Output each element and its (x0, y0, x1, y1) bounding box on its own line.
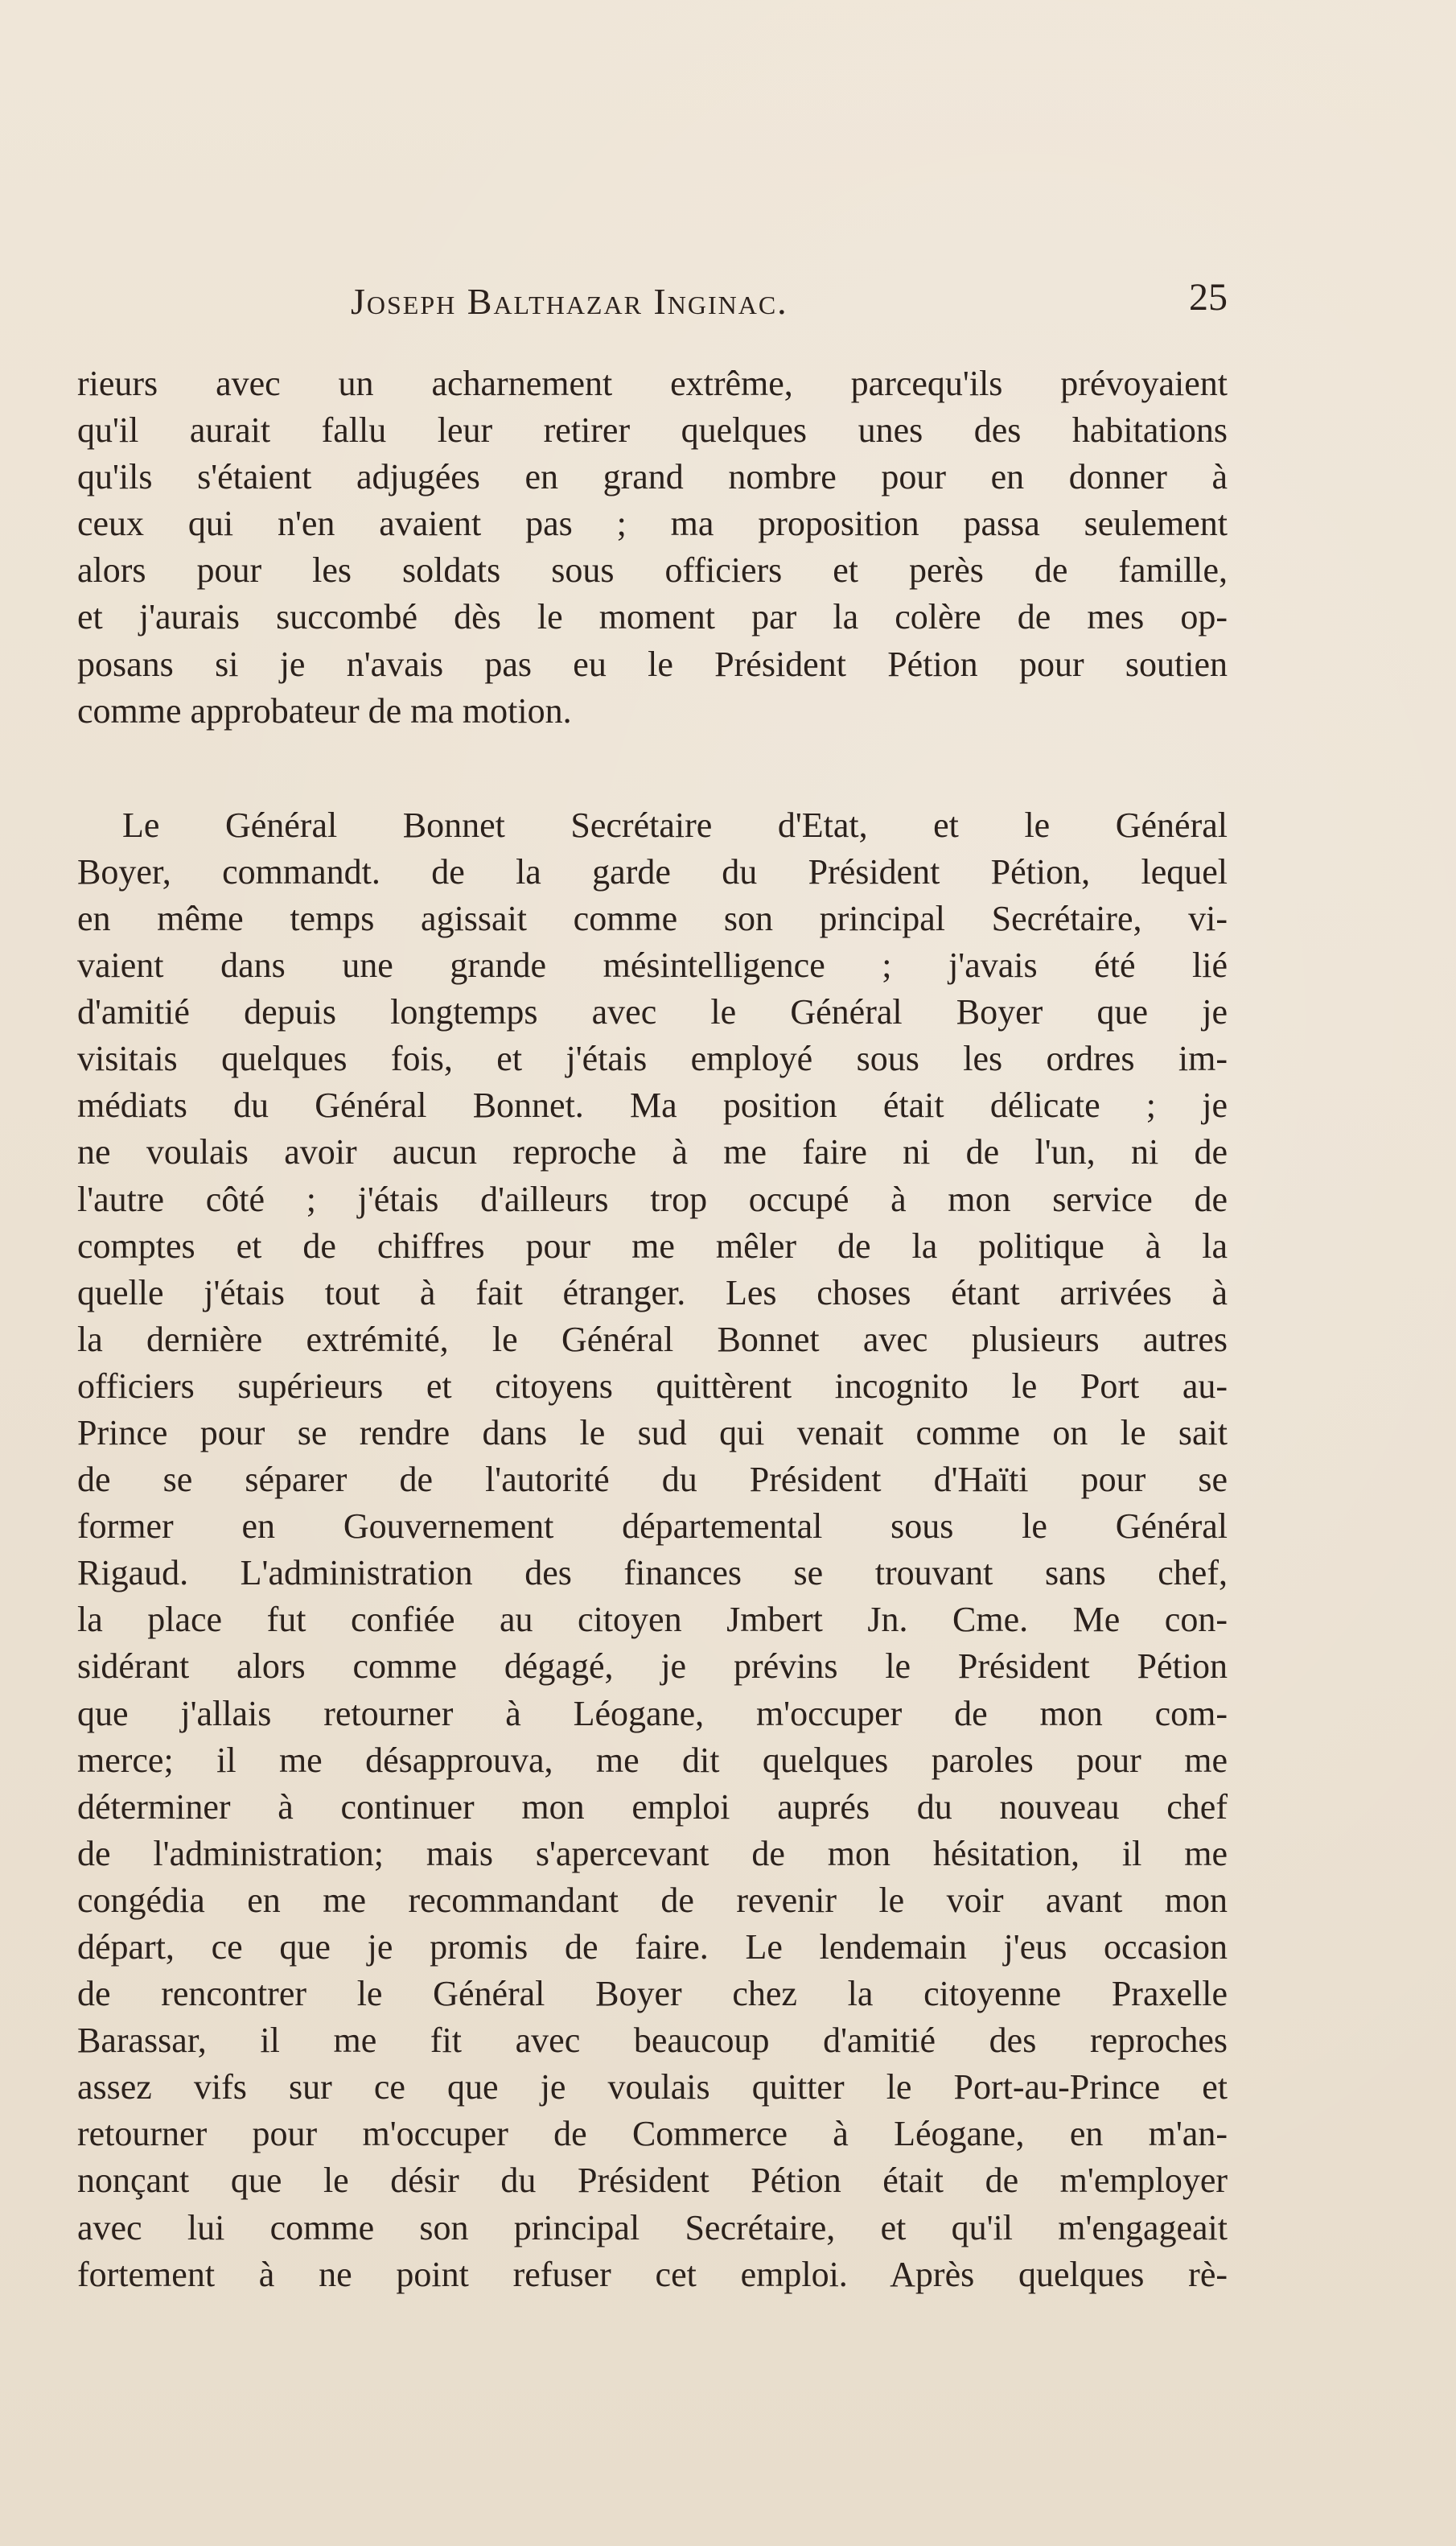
body-text (77, 360, 1228, 2298)
text-line: sidérant alors comme dégagé, je prévins le Président Pétion (77, 1646, 1228, 1687)
text-line: en même temps agissait comme son principal Secrétaire, vi- (77, 898, 1228, 938)
text-line: nonçant que le désir du Président Pétion était de m'employer (77, 2161, 1228, 2201)
text-line: ne voulais avoir aucun reproche à me faire ni de l'un, ni de (77, 1132, 1228, 1172)
text-line: que j'allais retourner à Léogane, m'occuper de mon com- (77, 1693, 1228, 1733)
text-line: départ, ce que je promis de faire. Le lendemain j'eus occasion (77, 1927, 1228, 1967)
text-line: visitais quelques fois, et j'étais employé sous les ordres im- (77, 1039, 1228, 1079)
text-line: la place fut confiée au citoyen Jmbert Jn. Cme. Me con- (77, 1600, 1228, 1640)
text-line: Boyer, commandt. de la garde du Président Pétion, lequel (77, 851, 1228, 892)
paragraph (77, 802, 1228, 2298)
text-line: rieurs avec un acharnement extrême, parcequ'ils prévoyaient (77, 364, 1228, 403)
text-line: retourner pour m'occuper de Commerce à Léogane, en m'an- (77, 2114, 1228, 2154)
text-line: d'amitié depuis longtemps avec le Général Boyer que je (77, 992, 1228, 1032)
text-line: posans si je n'avais pas eu le Président Pétion pour soutien (77, 644, 1228, 684)
text-line: et j'aurais succombé dès le moment par la colère de mes op- (77, 597, 1228, 637)
text-line: l'autre côté ; j'étais d'ailleurs trop occupé à mon service de (77, 1179, 1228, 1219)
text-line: la dernière extrémité, le Général Bonnet avec plusieurs autres (77, 1319, 1228, 1359)
text-line: Le Général Bonnet Secrétaire d'Etat, et le Général (122, 805, 1228, 845)
text-line: avec lui comme son principal Secrétaire, et qu'il m'engageait (77, 2207, 1228, 2247)
text-line: qu'ils s'étaient adjugées en grand nombre pour en donner à (77, 457, 1228, 497)
text-line: ceux qui n'en avaient pas ; ma proposition passa seulement (77, 504, 1228, 544)
text-line: former en Gouvernement départemental sous le Général (77, 1506, 1228, 1547)
text-line: assez vifs sur ce que je voulais quitter le Port-au-Prince et (77, 2067, 1228, 2107)
running-header (77, 266, 1228, 338)
text-line: comptes et de chiffres pour me mêler de la politique à la (77, 1226, 1228, 1266)
text-line: merce; il me désapprouva, me dit quelques paroles pour me (77, 1740, 1228, 1780)
paragraph-gap (77, 735, 1228, 802)
text-line: de l'administration; mais s'apercevant de mon hésitation, il me (77, 1833, 1228, 1873)
text-line: alors pour les soldats sous officiers et perès de famille, (77, 550, 1228, 591)
text-line: médiats du Général Bonnet. Ma position était délicate ; je (77, 1086, 1228, 1126)
text-line: fortement à ne point refuser cet emploi. Après quelques rè- (77, 2254, 1228, 2294)
text-line: comme approbateur de ma motion. (77, 690, 572, 731)
text-line: congédia en me recommandant de revenir le voir avant mon (77, 1880, 1228, 1920)
text-line: officiers supérieurs et citoyens quittèrent incognito le Port au- (77, 1366, 1228, 1406)
text-line: de se séparer de l'autorité du Président d'Haïti pour se (77, 1460, 1228, 1500)
text-line: Barassar, il me fit avec beaucoup d'amitié des reproches (77, 2021, 1228, 2061)
text-line: quelle j'étais tout à fait étranger. Les choses étant arrivées à (77, 1272, 1228, 1312)
text-line: Prince pour se rendre dans le sud qui venait comme on le sait (77, 1412, 1228, 1452)
page-number: 25 (1189, 276, 1228, 319)
running-title: Joseph Balthazar Inginac. (351, 281, 788, 322)
text-line: déterminer à continuer mon emploi auprés du nouveau chef (77, 1786, 1228, 1827)
text-line: de rencontrer le Général Boyer chez la citoyenne Praxelle (77, 1974, 1228, 2014)
text-line: Rigaud. L'administration des finances se trouvant sans chef, (77, 1553, 1228, 1593)
paragraph (77, 360, 1228, 735)
text-line: vaient dans une grande mésintelligence ; j'avais été lié (77, 945, 1228, 986)
text-line: qu'il aurait fallu leur retirer quelques unes des habitations (77, 410, 1228, 451)
